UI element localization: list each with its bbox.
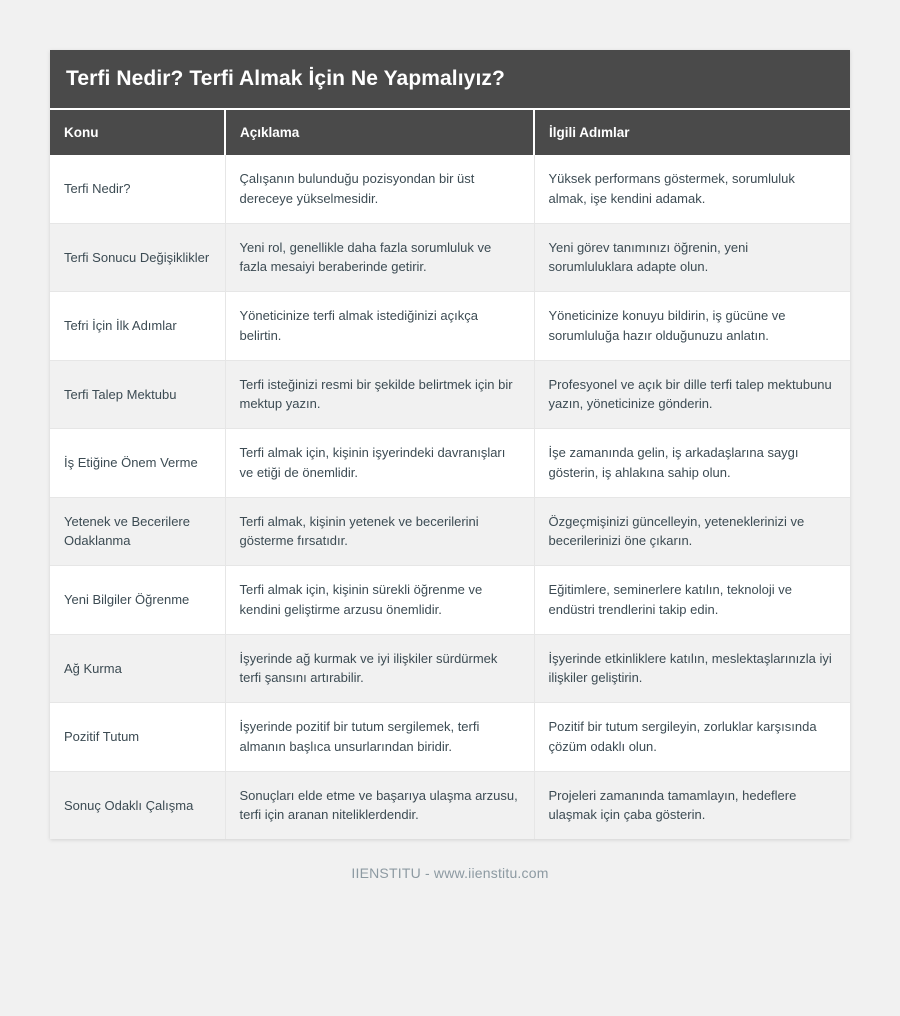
cell-adimlar: İşe zamanında gelin, iş arkadaşlarına saygı gösterin, iş ahlakına sahip olun. [534, 429, 850, 498]
table-row [50, 771, 850, 839]
table-row [50, 155, 850, 223]
cell-aciklama: İşyerinde ağ kurmak ve iyi ilişkiler sürdürmek terfi şansını artırabilir. [225, 634, 534, 703]
cell-konu: İş Etiğine Önem Verme [50, 429, 225, 498]
cell-aciklama: İşyerinde pozitif bir tutum sergilemek, terfi almanın başlıca unsurlarından biridir. [225, 703, 534, 772]
cell-adimlar: Eğitimlere, seminerlere katılın, teknoloji ve endüstri trendlerini takip edin. [534, 566, 850, 635]
table-row [50, 292, 850, 361]
cell-aciklama: Yöneticinize terfi almak istediğinizi açıkça belirtin. [225, 292, 534, 361]
info-card [50, 50, 850, 839]
cell-adimlar: Profesyonel ve açık bir dille terfi talep mektubunu yazın, yöneticinize gönderin. [534, 360, 850, 429]
cell-adimlar: Pozitif bir tutum sergileyin, zorluklar karşısında çözüm odaklı olun. [534, 703, 850, 772]
page-title: Terfi Nedir? Terfi Almak İçin Ne Yapmalıyız? [50, 50, 850, 110]
cell-adimlar: Yüksek performans göstermek, sorumluluk almak, işe kendini adamak. [534, 155, 850, 223]
cell-aciklama: Terfi almak için, kişinin sürekli öğrenme ve kendini geliştirme arzusu önemlidir. [225, 566, 534, 635]
cell-adimlar: Yeni görev tanımınızı öğrenin, yeni sorumluluklara adapte olun. [534, 223, 850, 292]
cell-aciklama: Yeni rol, genellikle daha fazla sorumluluk ve fazla mesaiyi beraberinde getirir. [225, 223, 534, 292]
table-row [50, 429, 850, 498]
table-row [50, 360, 850, 429]
cell-aciklama: Çalışanın bulunduğu pozisyondan bir üst dereceye yükselmesidir. [225, 155, 534, 223]
promotion-table [50, 110, 850, 839]
cell-aciklama: Terfi almak, kişinin yetenek ve becerilerini gösterme fırsatıdır. [225, 497, 534, 566]
cell-konu: Terfi Sonucu Değişiklikler [50, 223, 225, 292]
cell-aciklama: Terfi almak için, kişinin işyerindeki davranışları ve etiği de önemlidir. [225, 429, 534, 498]
cell-konu: Yetenek ve Becerilere Odaklanma [50, 497, 225, 566]
table-row [50, 703, 850, 772]
table-header-row [50, 110, 850, 155]
cell-adimlar: Projeleri zamanında tamamlayın, hedeflere ulaşmak için çaba gösterin. [534, 771, 850, 839]
cell-konu: Yeni Bilgiler Öğrenme [50, 566, 225, 635]
column-header-aciklama: Açıklama [225, 110, 534, 155]
cell-konu: Ağ Kurma [50, 634, 225, 703]
cell-konu: Terfi Nedir? [50, 155, 225, 223]
column-header-ilgili-adimlar: İlgili Adımlar [534, 110, 850, 155]
cell-adimlar: İşyerinde etkinliklere katılın, meslektaşlarınızla iyi ilişkiler geliştirin. [534, 634, 850, 703]
cell-adimlar: Özgeçmişinizi güncelleyin, yeteneklerinizi ve becerilerinizi öne çıkarın. [534, 497, 850, 566]
cell-konu: Sonuç Odaklı Çalışma [50, 771, 225, 839]
cell-konu: Tefri İçin İlk Adımlar [50, 292, 225, 361]
table-row [50, 223, 850, 292]
table-row [50, 634, 850, 703]
cell-konu: Terfi Talep Mektubu [50, 360, 225, 429]
cell-adimlar: Yöneticinize konuyu bildirin, iş gücüne ve sorumluluğa hazır olduğunuzu anlatın. [534, 292, 850, 361]
table-row [50, 566, 850, 635]
column-header-konu: Konu [50, 110, 225, 155]
table-body [50, 155, 850, 839]
table-row [50, 497, 850, 566]
cell-aciklama: Sonuçları elde etme ve başarıya ulaşma arzusu, terfi için aranan niteliklerdendir. [225, 771, 534, 839]
footer-attribution: IIENSTITU - www.iienstitu.com [351, 865, 549, 882]
table-header [50, 110, 850, 155]
cell-konu: Pozitif Tutum [50, 703, 225, 772]
cell-aciklama: Terfi isteğinizi resmi bir şekilde belirtmek için bir mektup yazın. [225, 360, 534, 429]
